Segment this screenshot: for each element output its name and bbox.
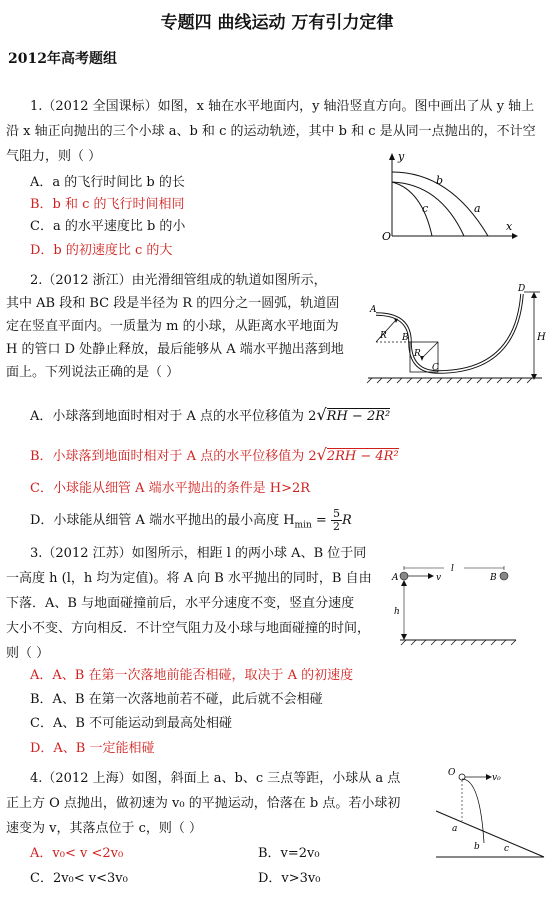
- q1-fig-label-c: c: [422, 202, 429, 215]
- q2-option-a-text: A．小球落到地面时相对于 A 点的水平位移值为 2: [30, 409, 317, 424]
- q4-option-a: A．v₀< v <2v₀: [30, 846, 124, 861]
- q2-fig-label-r1: R: [380, 331, 387, 341]
- q3-option-c: C．A、B 不可能运动到最高处相碰: [30, 716, 233, 731]
- q2-option-d-sub: min: [294, 520, 312, 531]
- q2-fig-label-b: B: [402, 333, 409, 343]
- q3-option-a: A．A、B 在第一次落地前能否相碰，取决于 A 的初速度: [30, 668, 354, 683]
- q4-stem-line1: 4.（2012 上海）如图，斜面上 a、b、c 三点等距，小球从 a 点: [30, 771, 401, 786]
- q4-fig-label-v0: v₀: [492, 773, 501, 783]
- q1-option-d: D．b 的初速度比 c 的大: [30, 243, 173, 258]
- q3-stem-line3: 下落．A、B 与地面碰撞前后，水平分速度不变，竖直分速度: [6, 596, 355, 611]
- q3-fig-label-l: l: [451, 564, 454, 574]
- q3-stem-line4: 大小不变、方向相反．不计空气阻力及小球与地面碰撞的时间，: [6, 621, 371, 636]
- q1-fig-label-a: a: [474, 202, 481, 215]
- q4-option-c: C．2v₀< v<3v₀: [30, 871, 128, 886]
- q2-option-d-num: 5: [332, 507, 340, 520]
- q2-fig-label-r2: R: [414, 349, 421, 359]
- q4-fig-label-c: c: [504, 844, 510, 854]
- q2-option-a-radicand: RH − 2R²: [326, 409, 391, 424]
- page-title: 专题四 曲线运动 万有引力定律: [160, 13, 394, 33]
- q2-option-d-eq: =: [311, 513, 331, 528]
- q2-fig-label-d: D: [518, 284, 526, 294]
- q1-fig-origin: O: [382, 230, 392, 242]
- q2-option-d-text: D．小球能从细管 A 端水平抛出的最小高度 H: [30, 513, 295, 528]
- q1-fig-x-label: x: [506, 220, 513, 233]
- q4-fig-label-o: O: [448, 768, 456, 778]
- q3-fig-label-h: h: [394, 607, 400, 617]
- q1-fig-y-label: y: [398, 150, 405, 163]
- q1-option-c: C．a 的水平速度比 b 的小: [30, 219, 186, 234]
- q4-fig-label-b: b: [474, 842, 480, 852]
- q2-fig-label-c: C: [432, 363, 439, 373]
- q2-option-c: C．小球能从细管 A 端水平抛出的条件是 H>2R: [30, 481, 311, 496]
- q2-stem-line3: 定在竖直平面内。一质量为 m 的小球，从距离水平地面为: [6, 319, 339, 334]
- q3-stem-line1: 3.（2012 江苏）如图所示，相距 l 的两小球 A、B 位于同: [30, 546, 367, 561]
- q2-option-a: A．小球落到地面时相对于 A 点的水平位移值为 2√RH − 2R²: [30, 405, 391, 424]
- q4-option-b: B．v=2v₀: [258, 846, 320, 861]
- q3-option-b: B．A、B 在第一次落地前若不碰，此后就不会相碰: [30, 692, 323, 707]
- q1-figure: [380, 150, 520, 242]
- q4-stem-line2: 正上方 O 点抛出，做初速为 v₀ 的平抛运动，恰落在 b 点。若小球初: [6, 796, 401, 811]
- q2-option-b-radicand: 2RH − 4R²: [326, 449, 399, 464]
- q4-figure: [430, 765, 548, 861]
- q2-option-b-text: B．小球落到地面时相对于 A 点的水平位移值为 2: [30, 449, 317, 464]
- q3-fig-label-b: B: [490, 573, 497, 583]
- q4-option-d: D．v>3v₀: [258, 871, 321, 886]
- q2-option-d-den: 2: [332, 520, 340, 533]
- q2-fig-label-h: H: [537, 332, 546, 343]
- q1-stem-line1: 1.（2012 全国课标）如图，x 轴在水平地面内，y 轴沿竖直方向。图中画出了从 y 轴上: [30, 99, 535, 114]
- q2-option-d-fraction: [331, 508, 342, 533]
- q1-stem-line2: 沿 x 轴正向抛出的三个小球 a、b 和 c 的运动轨迹，其中 b 和 c 是从同一点抛出的，不计空: [6, 124, 536, 139]
- q2-figure: [366, 284, 546, 384]
- q3-fig-label-v: v: [436, 573, 442, 583]
- section-heading: 2012年高考题组: [8, 51, 117, 67]
- q3-stem-line5: 则（ ）: [6, 646, 50, 661]
- q4-fig-label-a: a: [452, 824, 458, 834]
- q1-fig-label-b: b: [436, 174, 444, 187]
- q3-fig-label-a: A: [392, 573, 399, 583]
- q2-option-d: [30, 508, 352, 537]
- q2-fig-label-a: A: [370, 305, 377, 315]
- q2-stem-line2: 其中 AB 段和 BC 段是半径为 R 的四分之一圆弧，轨道固: [6, 296, 340, 311]
- q2-option-b: B．小球落到地面时相对于 A 点的水平位移值为 2√2RH − 4R²: [30, 445, 399, 464]
- q2-stem-line5: 面上。下列说法正确的是（ ）: [6, 365, 180, 380]
- q1-stem-line3: 气阻力，则（ ）: [6, 149, 102, 164]
- q1-option-b: B．b 和 c 的飞行时间相同: [30, 197, 185, 212]
- q2-stem-line4: H 的管口 D 处静止释放，最后能够从 A 端水平抛出落到地: [6, 342, 344, 357]
- q4-stem-line3: 速变为 v，其落点位于 c，则（ ）: [6, 821, 203, 836]
- q3-option-d: D．A、B 一定能相碰: [30, 741, 155, 756]
- q3-figure: [390, 558, 520, 650]
- q2-stem-line1: 2.（2012 浙江）由光滑细管组成的轨道如图所示，: [30, 273, 327, 288]
- q2-option-d-tail: R: [341, 513, 352, 528]
- q3-stem-line2: 一高度 h (l，h 均为定值)。将 A 向 B 水平抛出的同时，B 自由: [6, 571, 372, 586]
- q1-option-a: A．a 的飞行时间比 b 的长: [30, 175, 185, 190]
